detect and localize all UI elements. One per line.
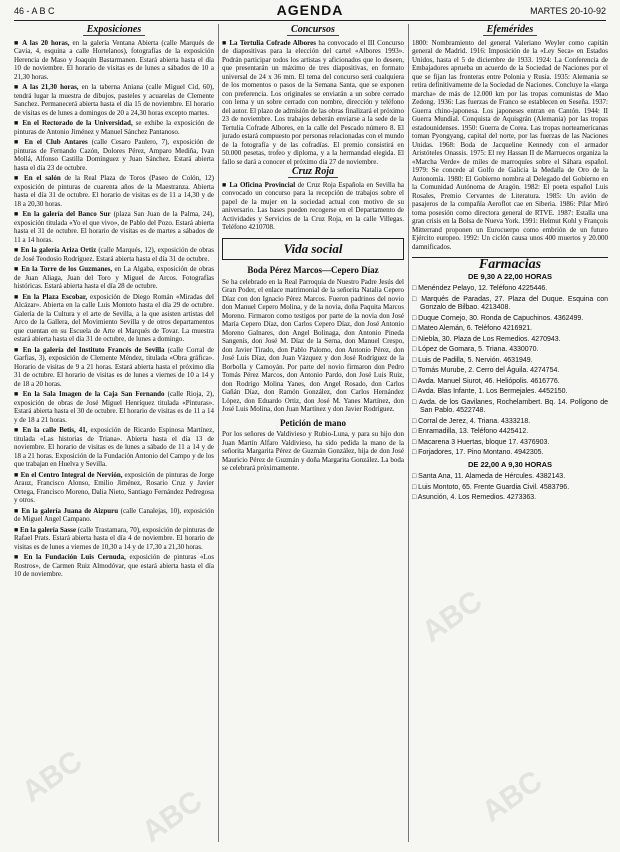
pharmacy-entry: □ Luis de Padilla, 5. Nervión. 4631949. [412,356,533,364]
listing-lead: ■ En la Torre de los Guzmanes, [14,265,113,273]
listing-item [14,507,214,524]
listing-lead: ■ En la galería del Instituto Francés de Sevilla [14,345,165,354]
pharmacy-entry: □ Santa Ana, 11. Alameda de Hércules. 4382143. [412,473,566,480]
column-divider [408,24,409,842]
page-number: 46 - A B C [14,6,55,16]
listing-text: de Cruz Roja Española en Sevilla ha convocado un concurso para la recepción de trabajos sobre el papel de la mujer en la sociedad actual con motivo de su aniversario. Las bases pueden recogerse en el Departamento de Actividades y Servicios de la Cruz Roja, en la calle Villegas. Teléfono 4210708. [222,180,404,231]
listing-lead: ■ En la Fundación Luis Cernuda, [14,553,126,561]
listing-lead: ■ En el Centro Integral de Nervión, [14,470,123,479]
watermark: ABC [16,744,89,809]
listing-text: exposición de pinturas de Jorge Arauz, Francisco Alonso, Emilio Jiménez, Rosario Cruz y Javier Ortega, Francisco Moreno, Dalia Nieto, Santiago Fernández Pedregosa y otros. [14,470,214,504]
listing-lead: ■ En la galería Ariza Ortiz [14,246,97,254]
listing-text: (calle Corral de Garfias, 3), exposición de Clemente Méndez, titulada «Obra gráfica». Horario de visitas de 9 a 21 horas. Estará abierta hasta el próximo día 31 de octubre. El horario de visitas es de lunes a viernes de 10 a 14 y de 18 a 20 horas. [14,345,214,388]
listing-item [14,293,214,344]
pharmacy-entry: □ Marqués de Paradas, 27. Plaza del Duque. Esquina con Gonzalo de Bilbao. 4213408. [412,295,608,311]
listing-text: en La Algaba, exposición de obras de Juan Aliaga, Juan del Toro y Miguel de Arcos. Fotografías históricas. Estará abierta hasta el día 28 de octubre. [14,265,214,290]
efemerides-text: 1800: Nombramiento del general Valeriano Weyler como capitán general de Madrid. 1916: Imposición de la «Ley Seca» en Estados Unidos, hasta el 5 de diciembre de 1933. 1924: La Conferencia de Embajadores aprueba un acuerdo de la Sociedad de Naciones por el que se fijan las fronteras entre Polonia y Rusia. 1935: Alemania se retira definitivamente de la Sociedad de Naciones. Concluye la «larga marcha» de más de 12.000 km por las tropas comunistas de Mao Zedong. 1936: Las fuerzas de Franco se establecen en Seseña. 1937: Guerra chino-japonesa. Los japoneses entran en Cantón. 1944: II Guerra Mundial. Conquista de Aquisgrán (Alemania) por las tropas estadounidenses. 1950: Guerra de Corea. Las tropas norteamericanas toman Pyongyang, capital del norte, por las fuerzas de las Naciones Unidas. 1968: Boda de Jacqueline Kennedy con el armador Aristóteles Onassis. 1975: El rey Hassan II de Marruecos organiza la «Marcha Verde» de miles de marroquíes sobre el Sáhara español. 1979: Se concede al Golfo de Galicia la Medalla de Oro de la Autonomía. 1980: El Gobierno nombra al Delegado del Gobierno en la Comunidad Autónoma de Aragón. 1982: El poeta español Luis Rosales, Premio Cervantes de Literatura. 1985: Un avión de pasajeros de la compañía Aeroflot cae en Siberia. 1986: Pilar Miró toma posesión como directora general de RTVE. 1987: Estalla una gran crisis en la Bolsa de Nueva York. 1991: Helmut Kohl y François Mitterrand proponen un Eurocuerpo como embrión de un futuro Ejército europeo. 1992: Un ciclón causa unos 400 muertos y 20.000 damnificados. [412,38,608,251]
pharmacy-entry: □ Macarena 3 Huertas, bloque 17. 4376903. [412,438,550,446]
listing-lead: ■ A las 20 horas, [14,38,70,47]
listing-lead: ■ En la galería del Banco Sur [14,210,111,218]
listing-item [14,246,214,263]
listing-text: en la taberna Aniana (calle Miguel Cid, 60), tendrá lugar la muestra de dibujos, pasteles y acuarelas de Clemente Sanchez. Permanecerá abierta hasta el día 15 de noviembre. El horario de visitas es de lunes a domingos de 20 a 24,30 horas excepto martes. [14,83,214,117]
listing-text: exposición de Diego Román «Miradas del Alcázar». Abierta en la calle Luis Montoto hasta el día 29 de octubre. Galería de la Cultura y el arte de Sevilla, a la que asisten artistas del Arco de la Gallera, del Movimiento Sevilla y de otros departamentos que cuentan en su Escuela de Arte el Marqués de Tovar. La muestra estará abierta hasta el día 31 de octubre, de lunes a domingo. [14,292,214,343]
listing-text: (calle Rioja, 2), exposición de obras de José Miguel Henríquez titulada «Pinturas». Estará abierta hasta el 30 de octubre. El horario de visitas es de 11 a 14 y de 18 a 21 horas. [14,390,214,424]
listing-lead: ■ En la galería Sasse [14,525,76,534]
pharmacy-entry: □ Avda. Manuel Siurot, 46. Heliópolis. 4616776. [412,377,560,385]
column-right [412,24,608,842]
column-exposiciones [14,24,214,842]
listing-text: (calle Canalejas, 10), exposición de Miguel Angel Campano. [14,506,214,523]
pharmacy-entry: □ Mateo Alemán, 6. Teléfono 4216921. [412,325,533,332]
column-middle [222,24,404,842]
pharmacy-entry: □ Niebla, 30. Plaza de Los Remedios. 4270943. [412,335,561,343]
page-header [0,0,620,20]
listing-lead: ■ A las 21,30 horas, [14,83,79,91]
column-divider [218,24,219,842]
listing-item [14,210,214,244]
farmacias-heading: Farmacias [412,257,608,270]
listing-item [14,471,214,505]
listing-lead: ■ En la calle Betis, 41, [14,426,88,434]
listing-item [14,553,214,579]
concursos-list [222,39,404,167]
pharmacy-entry: □ Menéndez Pelayo, 12. Teléfono 4225446. [412,285,548,292]
listing-item [14,83,214,117]
listing-text: ha convocado el III Concurso de diapositivas para la elección del cartel «Albores 1993». Podrán participar todos los artistas y aficionados que lo deseen, que presentarán un máximo de tres diapositivas, en formato universal de 24 x 36 mm. El tema del concurso será cualquiera de los momentos o pasos de la Semana Santa, que se exponen con preferencia. Los originales se enviarán a un sobre cerrado con lema y un sobre cerrado con nombre, dirección y teléfono del autor. El plazo de admisión de las obras finalizará el próximo 23 de noviembre. Los trabajos deberán enviarse a la sede de la Tertulia Cofrade Albores, en la calle del Pescado número 8. El jurado estará compuesto por personas relacionadas con el mundo de la fotografía y de las cofradías. El premio consistirá en 50.000 pesetas, trofeo y diploma, y a la hermandad elegida. El fallo se dará a conocer el próximo día 27 de noviembre. [222,38,404,166]
peticion-heading: Petición de mano [280,417,346,428]
efemerides-heading: Efemérides [412,26,608,35]
peticion-text: Por los señores de Valdivieso y Rubio-Luna, y para su hijo don Juan Martín Alfaro Valdivieso, ha sido pedida la mano de la señorita Margarita Pérez de Guzmán González, hija de don José Mauricio Pérez de Guzmán y doña Margarita González. La boda se celebrará próximamente. [222,430,404,472]
listing-text: exposición de pinturas «Los Rostros», de Carmen Ruiz Almodóvar, que estará abierta hasta el día 10 de noviembre. [14,553,214,578]
exposiciones-heading: Exposiciones [14,26,214,35]
listing-lead: ■ En el Rectorado de la Universidad, [14,119,133,127]
section-title: AGENDA [276,2,344,18]
listing-lead: ■ La Tertulia Cofrade Albores [222,38,316,47]
listing-lead: ■ En el Club Antares [14,138,88,146]
listing-lead: ■ En la galería Juana de Aizpuru [14,506,119,515]
listing-item [14,265,214,291]
farmacias-period-day: DE 9,30 A 22,00 HORAS [467,271,553,281]
cruz-roja-list [222,181,404,232]
pharmacy-entry: □ Corral de Jerez, 4. Triana. 4333218. [412,417,531,425]
farmacias-day-list [412,285,608,458]
vida-social-heading: Vida social [222,238,404,261]
listing-lead: ■ En la Plaza Escobar, [14,292,88,301]
listing-text: se exhibe la exposición de pinturas de Antonio Jiménez y Manuel Sánchez Pantanoso. [14,119,214,136]
watermark: ABC [416,584,489,649]
listing-text: (calle Trastamara, 70), exposición de pinturas de Rafael Prats. Estará abierta hasta el día 4 de noviembre. El horario de visitas es de lunes a viernes de 10,30 a 14 y de 17,30 a 21,30 horas. [14,525,214,551]
listing-item [222,39,404,167]
listing-item [14,39,214,82]
listing-text: (calle Marqués, 12), exposición de obras de José Teodosio Rodríguez. Estará abierta hasta el día 31 de octubre. [14,246,214,263]
pharmacy-entry: □ Asunción, 4. Los Remedios. 4273363. [412,494,537,501]
listing-text: (calle Cesaro Paulero, 7), exposición de pinturas de Fernando Cazón, Dolores Pérez, Amparo Mediña, Ivan Mollá, Alfonso Castilla Domínguez y Juan Sánchez. Estará abierta hasta el día 23 de octubre. [14,138,214,172]
cruz-roja-heading: Cruz Roja [222,168,404,177]
concursos-heading: Concursos [222,26,404,35]
exposiciones-list [14,39,214,579]
pharmacy-entry: □ Duque Cornejo, 30. Ronda de Capuchinos. 4362499. [412,314,584,322]
pharmacy-entry: □ Avda. de los Gavilanes, Rochelambert. Bq. 14. Polígono de San Pablo. 4522748. [412,398,608,414]
farmacias-night-list [412,473,608,503]
boda-heading: Boda Pérez Marcos—Cepero Díaz [247,265,379,275]
pharmacy-entry: □ López de Gomara, 5. Triana. 4330070. [412,346,539,353]
header-rule [14,20,606,21]
listing-item [14,119,214,136]
pharmacy-entry: □ Luis Montoto, 65. Frente Guardia Civil. 4583796. [412,483,570,491]
listing-item [14,526,214,552]
listing-item [222,181,404,232]
pharmacy-entry: □ Enramadilla, 13. Teléfono 4425412. [412,428,529,435]
pharmacy-entry: □ Avda. Blas Infante, 1. Los Bermejales. 4452150. [412,388,568,395]
listing-lead: ■ En el salón [14,174,61,182]
watermark: ABC [476,764,549,829]
farmacias-period-night: DE 22,00 A 9,30 HORAS [467,459,553,469]
listing-lead: ■ En la Sala Imagen de la Caja San Fernando [14,390,165,398]
listing-text: en la galería Ventana Abierta (calle Marqués de Cavia, 4, esquina a calle Hortelanos), fotografías de la exposición Herencia de Maso y Joaquín Bastarmanen. Estará abierta hasta el día 10 de noviembre. El horario de visitas es de lunes a sábados de 10 a 21,30 horas. [14,38,214,81]
listing-item [14,390,214,424]
listing-lead: ■ La Oficina Provincial [222,180,296,189]
listing-text: (plaza San Juan de la Palma, 24), exposición titulada «Yo el que vivo», de Pablo del Pozo. Estará abierta hasta el 31 de octubre. El horario de visitas es de martes a sábados de 11 a 14 horas. [14,210,214,244]
listing-text: exposición de Ricardo Espinosa Martínez, titulada «Las historias de Triana». Abierta hasta el día 13 de noviembre. El horario de visitas es de lunes a sábado de 11 a 14 y de 18 a 21 horas. Exposición de la Fundación Antonio del Campo y de los que trabajan en Huelva y Sevilla. [14,426,214,468]
pharmacy-entry: □ Tomás Murube, 2. Cerro del Águila. 4274754. [412,367,560,374]
listing-text: de la Real Plaza de Toros (Paseo de Colón, 12) exposición de pinturas de cuarenta años de la Maestranza. Abierta hasta el día 31 de octubre. El horario de visitas es de 11 a 14,30 y de 18 a 20,30 horas. [14,174,214,208]
listing-item [14,174,214,208]
listing-item [14,138,214,172]
listing-item [14,346,214,389]
boda-text: Se ha celebrado en la Real Parroquia de Nuestro Padre Jesús del Gran Poder, el enlace matrimonial de la señorita Natalia Cepero Díaz con don Ignacio Pérez Marcos. Fueron padrinos del novio don Manuel Cepero Molina, y de la novia, doña Paquita Marcos Moreno. Firmaron como testigos por parte de la novia don José María Cepero Díaz, don Carlos Cepero Díaz, don José Antonio Moreno Galnares, don Angel Bolinaga, don Antonio Pineda Sangenís, don José M. Díaz de la Serna, don Manuel Crespo, don Javier Tirado, don Pablo Palomo, don Antonio Pérez, don José Luis Díaz, don Juan Vázquez y don José Rodríguez de la Borbolla y Camoyán. Por parte del novio firmaron don Pedro Tomás Pérez Marcos, don Antonio Pardo, don José Luis Ruiz, don Rodrigo Molina Yanes, don Angel Rosado, don Carlos Gañán Díaz, don Ramón González, don Carlos Hernández López, don Eduardo Ortiz, don José M. Yanes Martínez, don José Luis Molina, don Juan Martínez y don Javier Rodríguez. [222,277,404,413]
pharmacy-entry: □ Forjadores, 17. Pino Montano. 4942305. [412,449,544,456]
issue-date: MARTES 20-10-92 [530,6,606,16]
listing-item [14,426,214,469]
watermark: ABC [136,784,209,849]
